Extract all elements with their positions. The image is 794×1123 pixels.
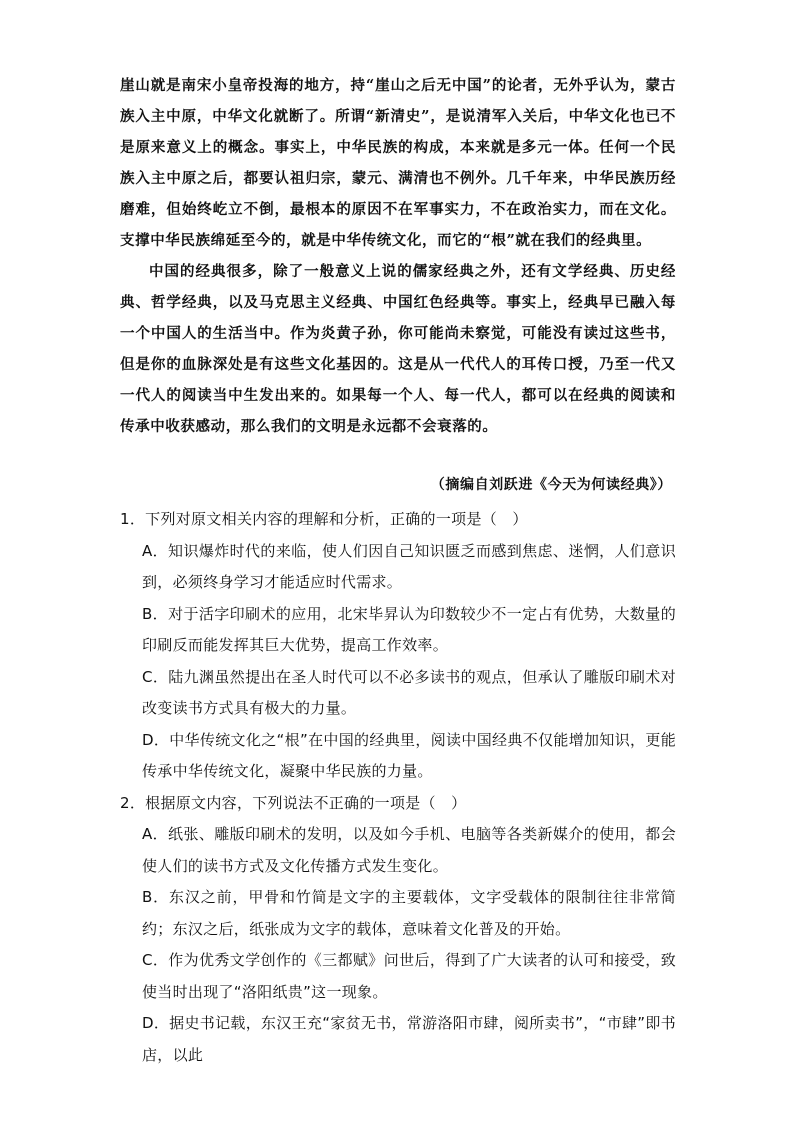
option-d: D．中华传统文化之“根”在中国的经典里，阅读中国经典不仅能增加知识，更能传承中华传统文化，凝聚中华民族的力量。 [142,730,676,780]
question-list [120,504,676,1071]
reading-passage [120,70,676,442]
question-2 [120,788,676,1072]
option-d: D．据史书记载，东汉王充“家贫无书，常游洛阳市肆，阅所卖书”，“市肆”即书店，以此 [142,1014,676,1064]
option-b: B．对于活字印刷术的应用，北宋毕昇认为印数较少不一定占有优势，大数量的印刷反而能发挥其巨大优势，提高工作效率。 [142,604,676,654]
option-b: B．东汉之前，甲骨和竹简是文字的主要载体，文字受载体的限制往往非常简约；东汉之后，纸张成为文字的载体，意味着文化普及的开始。 [142,888,676,938]
option-c: C．作为优秀文学创作的《三都赋》问世后，得到了广大读者的认可和接受，致使当时出现了“洛阳纸贵”这一现象。 [142,951,676,1001]
question-1 [120,504,676,788]
option-a: A．纸张、雕版印刷术的发明，以及如今手机、电脑等各类新媒介的使用，都会使人们的读书方式及文化传播方式发生变化。 [142,825,676,875]
passage-paragraph-1: 崖山就是南宋小皇帝投海的地方，持“崖山之后无中国”的论者，无外乎认为，蒙古族入主中原，中华文化就断了。所谓“新清史”，是说清军入关后，中华文化也已不是原来意义上的概念。事实上，中华民族的构成，本来就是多元一体。任何一个民族入主中原之后，都要认祖归宗，蒙元、满清也不例外。几千年来，中华民族历经磨难，但始终屹立不倒，最根本的原因不在军事实力，不在政治实力，而在文化。支撑中华民族绵延至今的，就是中华传统文化，而它的“根”就在我们的经典里。 [120,77,676,249]
passage-source: （摘编自刘跃进《今天为何读经典》） [430,477,672,493]
passage-paragraph-2: 中国的经典很多，除了一般意义上说的儒家经典之外，还有文学经典、历史经典、哲学经典，以及马克思主义经典、中国红色经典等。事实上，经典早已融入每一个中国人的生活当中。作为炎黄子孙，你可能尚未察觉，可能没有读过这些书，但是你的血脉深处是有这些文化基因的。这是从一代代人的耳传口授，乃至一代又一代人的阅读当中生发出来的。如果每一个人、每一代人，都可以在经典的阅读和传承中收获感动，那么我们的文明是永远都不会衰落的。 [120,263,676,435]
option-a: A．知识爆炸时代的来临，使人们因自己知识匮乏而感到焦虑、迷惘，人们意识到，必须终身学习才能适应时代需求。 [142,541,676,591]
question-stem: 1．下列对原文相关内容的理解和分析，正确的一项是（ ） [120,510,528,528]
option-c: C．陆九渊虽然提出在圣人时代可以不必多读书的观点，但承认了雕版印刷术对改变读书方式具有极大的力量。 [142,667,676,717]
question-stem: 2．根据原文内容，下列说法不正确的一项是（ ） [120,793,467,812]
